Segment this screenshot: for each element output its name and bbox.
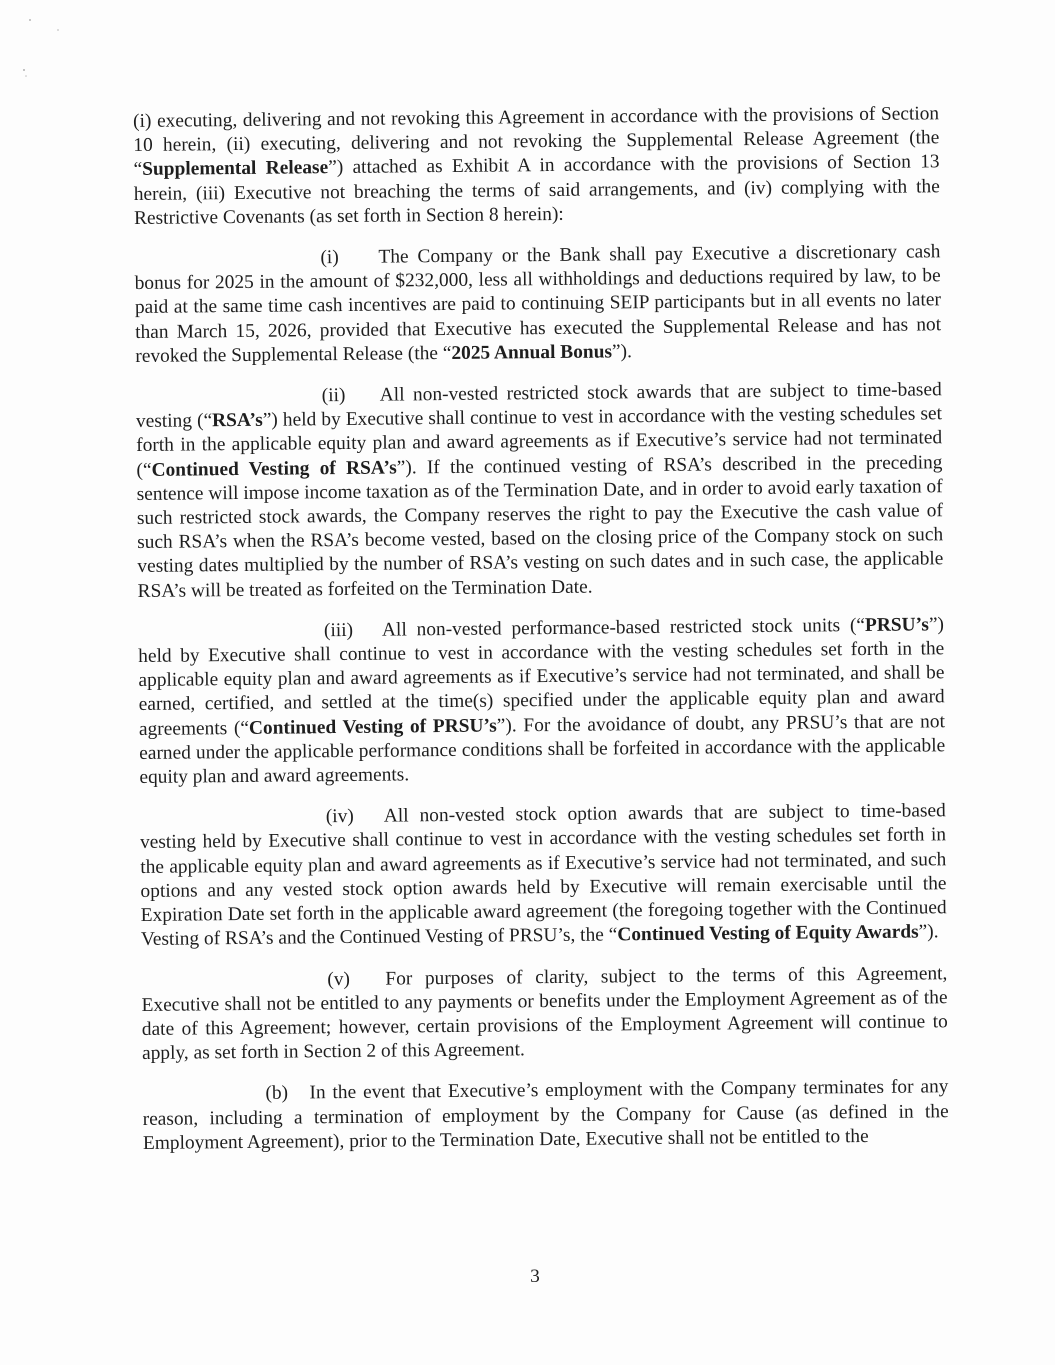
clause-text: ”) held by Executive shall continue to vest in accordance with the vesting schedules set forth in the applicable equity plan and award agreements as if Executive’s service had not terminated, and shall be earned, certified, and settled at the time(s) specified under the applicable equity plan and award agreements (“	[138, 614, 945, 740]
clause-text: ”). If the continued vesting of RSA’s described in the preceding sentence will impose income taxation as of the Termination Date, and in order to avoid early taxation of such restricted stock awards, the Company reserves the right to pay the Executive the cash value of such RSA’s when the RSA’s become vested, based on the closing price of the Company stock on such vesting dates multiplied by the number of RSA’s vesting on such dates and in such case, the applicable RSA’s will be treated as forfeited on the Termination Date.	[136, 451, 944, 602]
clause-text: ”). For the avoidance of doubt, any PRSU’s that are not earned under the applicable performance conditions shall be forfeited in accordance with the applicable equity plan and award agreements.	[139, 710, 946, 789]
defined-term-prsus: PRSU’s	[864, 614, 930, 636]
defined-term-supplemental-release: Supplemental Release	[142, 157, 329, 181]
clause-label: (v)	[327, 968, 351, 990]
scan-specks	[18, 12, 78, 92]
defined-term-continued-vesting-equity-awards: Continued Vesting of Equity Awards	[617, 921, 919, 946]
intro-paragraph	[133, 102, 940, 231]
defined-term-continued-vesting-prsus: Continued Vesting of PRSU’s	[248, 715, 497, 739]
clause-text: All non-vested stock option awards that are subject to time-based vesting held by Executive shall continue to vest in accordance with the vesting schedules set forth in the applicable equity plan and award agreements as if Executive’s service had not terminated, and such options and any vested stock option awards held by Executive will remain exercisable until the Expiration Date set forth in the applicable award agreement (the foregoing together with the Continued Vesting of RSA’s and the Continued Vesting of PRSU’s, the “	[139, 800, 947, 951]
intro-text: (i) executing, delivering and not revoking this Agreement in accordance with the provisions of Section 10 herein, (ii) executing, delivering and not revoking the Supplemental Release Agreement (the “	[133, 103, 940, 181]
clause-text: ”) held by Executive shall continue to vest in accordance with the vesting schedules set forth in the applicable equity plan and award agreements as if Executive’s service had not terminated (“	[136, 403, 943, 481]
clause-v	[141, 962, 948, 1067]
clause-i	[134, 240, 941, 369]
clause-text: For purposes of clarity, subject to the terms of this Agreement, Executive shall not be entitled to any payments or benefits under the Employment Agreement as of the date of this Agreement; however, certain provisions of the Employment Agreement will continue to apply, as set forth in Section 2 of this Agreement.	[141, 962, 948, 1065]
clause-text: The Company or the Bank shall pay Executive a discretionary cash bonus for 2025 in the amount of $232,000, less all withholdings and deductions required by law, to be paid at the same time cash incentives are paid to continuing SEIP participants but in all events no later than March 15, 2026, provided that Executive has executed the Supplemental Release and has not revoked the Supplemental Release (the “	[134, 241, 942, 367]
defined-term-continued-vesting-rsas: Continued Vesting of RSA’s	[151, 457, 397, 481]
defined-term-annual-bonus: 2025 Annual Bonus	[451, 341, 613, 364]
clause-label: (ii)	[321, 385, 346, 407]
clause-text: In the event that Executive’s employment with the Company terminates for any reason, including a termination of employment by the Company for Cause (as defined in the Employment Agreement), prior to the Termination Date, Executive shall not be entitled to the	[142, 1076, 949, 1154]
clause-label: (b)	[265, 1082, 289, 1105]
clause-text: All non-vested restricted stock awards that are subject to time-based vesting (“	[135, 379, 942, 433]
document-body	[133, 102, 949, 1173]
clause-label: (iii)	[323, 619, 354, 642]
defined-term-rsas: RSA’s	[212, 410, 263, 432]
page-number: 3	[530, 1266, 540, 1287]
clause-iii	[138, 613, 946, 790]
clause-text: ”).	[611, 341, 633, 363]
clause-text: ”).	[918, 921, 939, 943]
intro-text: ”) attached as Exhibit A in accordance with the provisions of Section 13 herein, (iii) Executive not breaching the terms of said arrangements, and (iv) complying with the Restrictive Covenants (as set forth in Section 8 herein):	[133, 151, 940, 229]
clause-b	[142, 1076, 949, 1156]
clause-label: (iv)	[325, 806, 354, 828]
clause-text: All non-vested performance-based restricted stock units (“	[381, 614, 866, 641]
clause-iv	[140, 800, 947, 953]
clause-label: (i)	[320, 247, 339, 269]
clause-ii	[136, 378, 944, 604]
